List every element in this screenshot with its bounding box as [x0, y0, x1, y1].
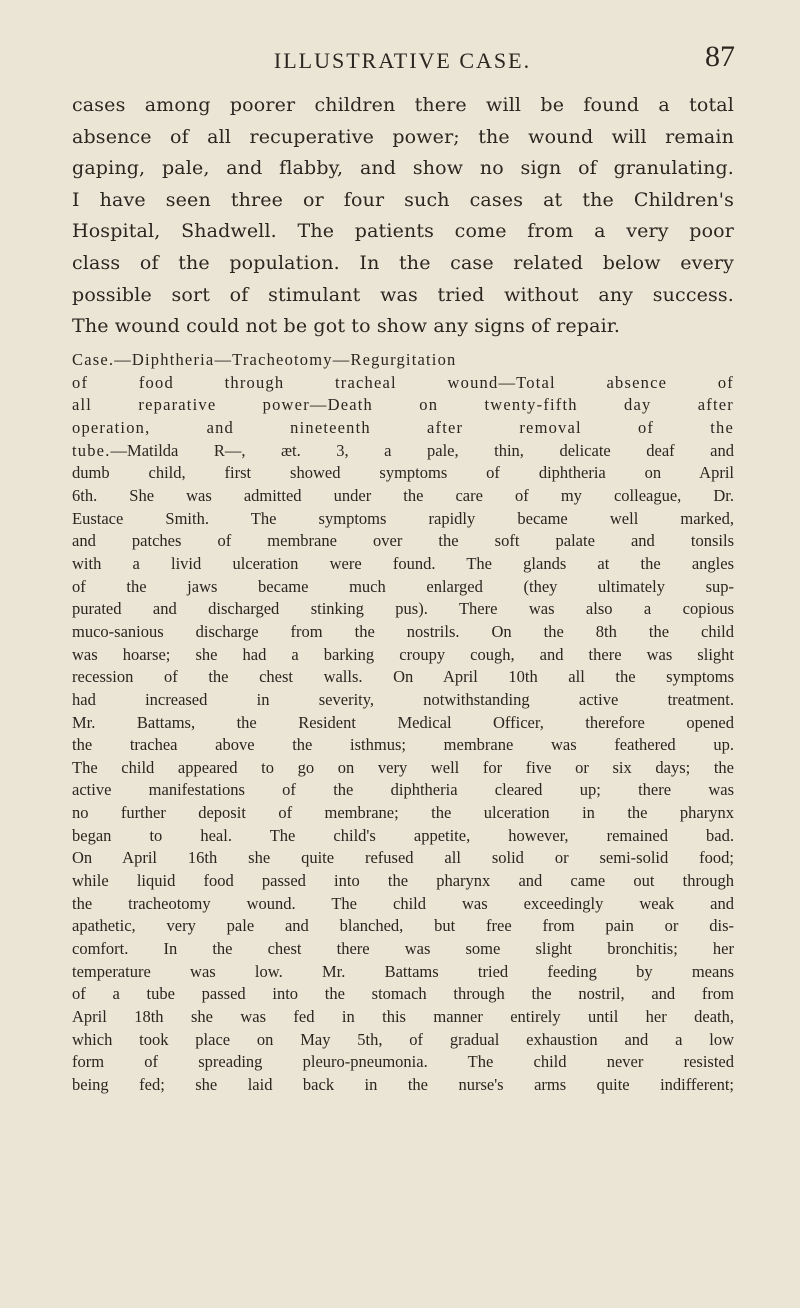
case-heading-line: of food through tracheal wound—Total absence of — [72, 372, 734, 392]
page-header — [70, 40, 735, 80]
case-body-line: of the jaws became much enlarged (they ultimately sup- — [72, 576, 734, 596]
case-body-line: Mr. Battams, the Resident Medical Officer, therefore opened — [72, 712, 734, 732]
running-title: ILLUSTRATIVE CASE. — [273, 48, 532, 73]
case-body-line: Eustace Smith. The symptoms rapidly became well marked, — [72, 508, 734, 528]
intro-line: possible sort of stimulant was tried without any success. — [72, 283, 734, 306]
case-body-line: being fed; she laid back in the nurse's arms quite indifferent; — [72, 1075, 734, 1094]
case-body-line: no further deposit of membrane; the ulceration in the pharynx — [72, 803, 734, 823]
case-body-line: while liquid food passed into the pharynx and came out through — [72, 871, 734, 891]
intro-line: gaping, pale, and flabby, and show no sign of granulating. — [72, 157, 734, 180]
intro-line: absence of all recuperative power; the wound will remain — [72, 125, 734, 148]
case-heading-line: all reparative power—Death on twenty-fifth day after — [72, 395, 734, 415]
case-body-line: which took place on May 5th, of gradual exhaustion and a low — [72, 1029, 734, 1049]
page-number: 87 — [705, 40, 735, 73]
intro-line: The wound could not be got to show any signs of repair. — [72, 315, 621, 338]
case-body-line: —Matilda R—, æt. 3, a pale, thin, delicate deaf and — [110, 440, 734, 460]
case-body-line: muco-sanious discharge from the nostrils. On the 8th the child — [72, 621, 734, 641]
case-heading-line: operation, and nineteenth after removal of the — [72, 417, 734, 437]
case-line-mixed — [72, 440, 734, 463]
case-heading-line: Case.—Diphtheria—Tracheotomy—Regurgitation — [72, 350, 457, 369]
intro-paragraph — [72, 90, 734, 343]
case-body-line: active manifestations of the diphtheria cleared up; there was — [72, 780, 734, 800]
case-body-line: had increased in severity, notwithstanding active treatment. — [72, 689, 734, 709]
intro-line: Hospital, Shadwell. The patients come from a very poor — [72, 220, 734, 243]
case-body-line: was hoarse; she had a barking croupy cough, and there was slight — [72, 644, 734, 664]
case-report — [72, 349, 734, 1097]
case-body-line: began to heal. The child's appetite, however, remained bad. — [72, 825, 734, 845]
case-body-line: apathetic, very pale and blanched, but free from pain or dis- — [72, 916, 734, 936]
case-body-line: recession of the chest walls. On April 10th all the symptoms — [72, 667, 734, 687]
case-body-line: dumb child, first showed symptoms of diphtheria on April — [72, 463, 734, 483]
intro-line: cases among poorer children there will be found a total — [72, 94, 734, 116]
case-body-line: of a tube passed into the stomach through the nostril, and from — [72, 984, 734, 1004]
case-body-line: the tracheotomy wound. The child was exceedingly weak and — [72, 893, 734, 913]
case-body-line: temperature was low. Mr. Battams tried feeding by means — [72, 961, 734, 981]
intro-line: class of the population. In the case related below every — [72, 251, 734, 274]
case-body-line: form of spreading pleuro-pneumonia. The child never resisted — [72, 1052, 734, 1072]
case-body-line: 6th. She was admitted under the care of my colleague, Dr. — [72, 485, 734, 505]
case-body-line: comfort. In the chest there was some slight bronchitis; her — [72, 939, 734, 959]
case-body-line: purated and discharged stinking pus). There was also a copious — [72, 599, 734, 619]
case-body-line: and patches of membrane over the soft palate and tonsils — [72, 531, 734, 551]
case-body-line: On April 16th she quite refused all solid or semi-solid food; — [72, 848, 734, 868]
case-body-line: The child appeared to go on very well for five or six days; the — [72, 757, 734, 777]
case-body-line: April 18th she was fed in this manner entirely until her death, — [72, 1007, 734, 1027]
case-heading-line: tube. — [72, 440, 111, 460]
case-body-line: the trachea above the isthmus; membrane was feathered up. — [72, 735, 734, 755]
intro-line: I have seen three or four such cases at the Children's — [72, 188, 734, 211]
case-body-line: with a livid ulceration were found. The glands at the angles — [72, 553, 734, 573]
